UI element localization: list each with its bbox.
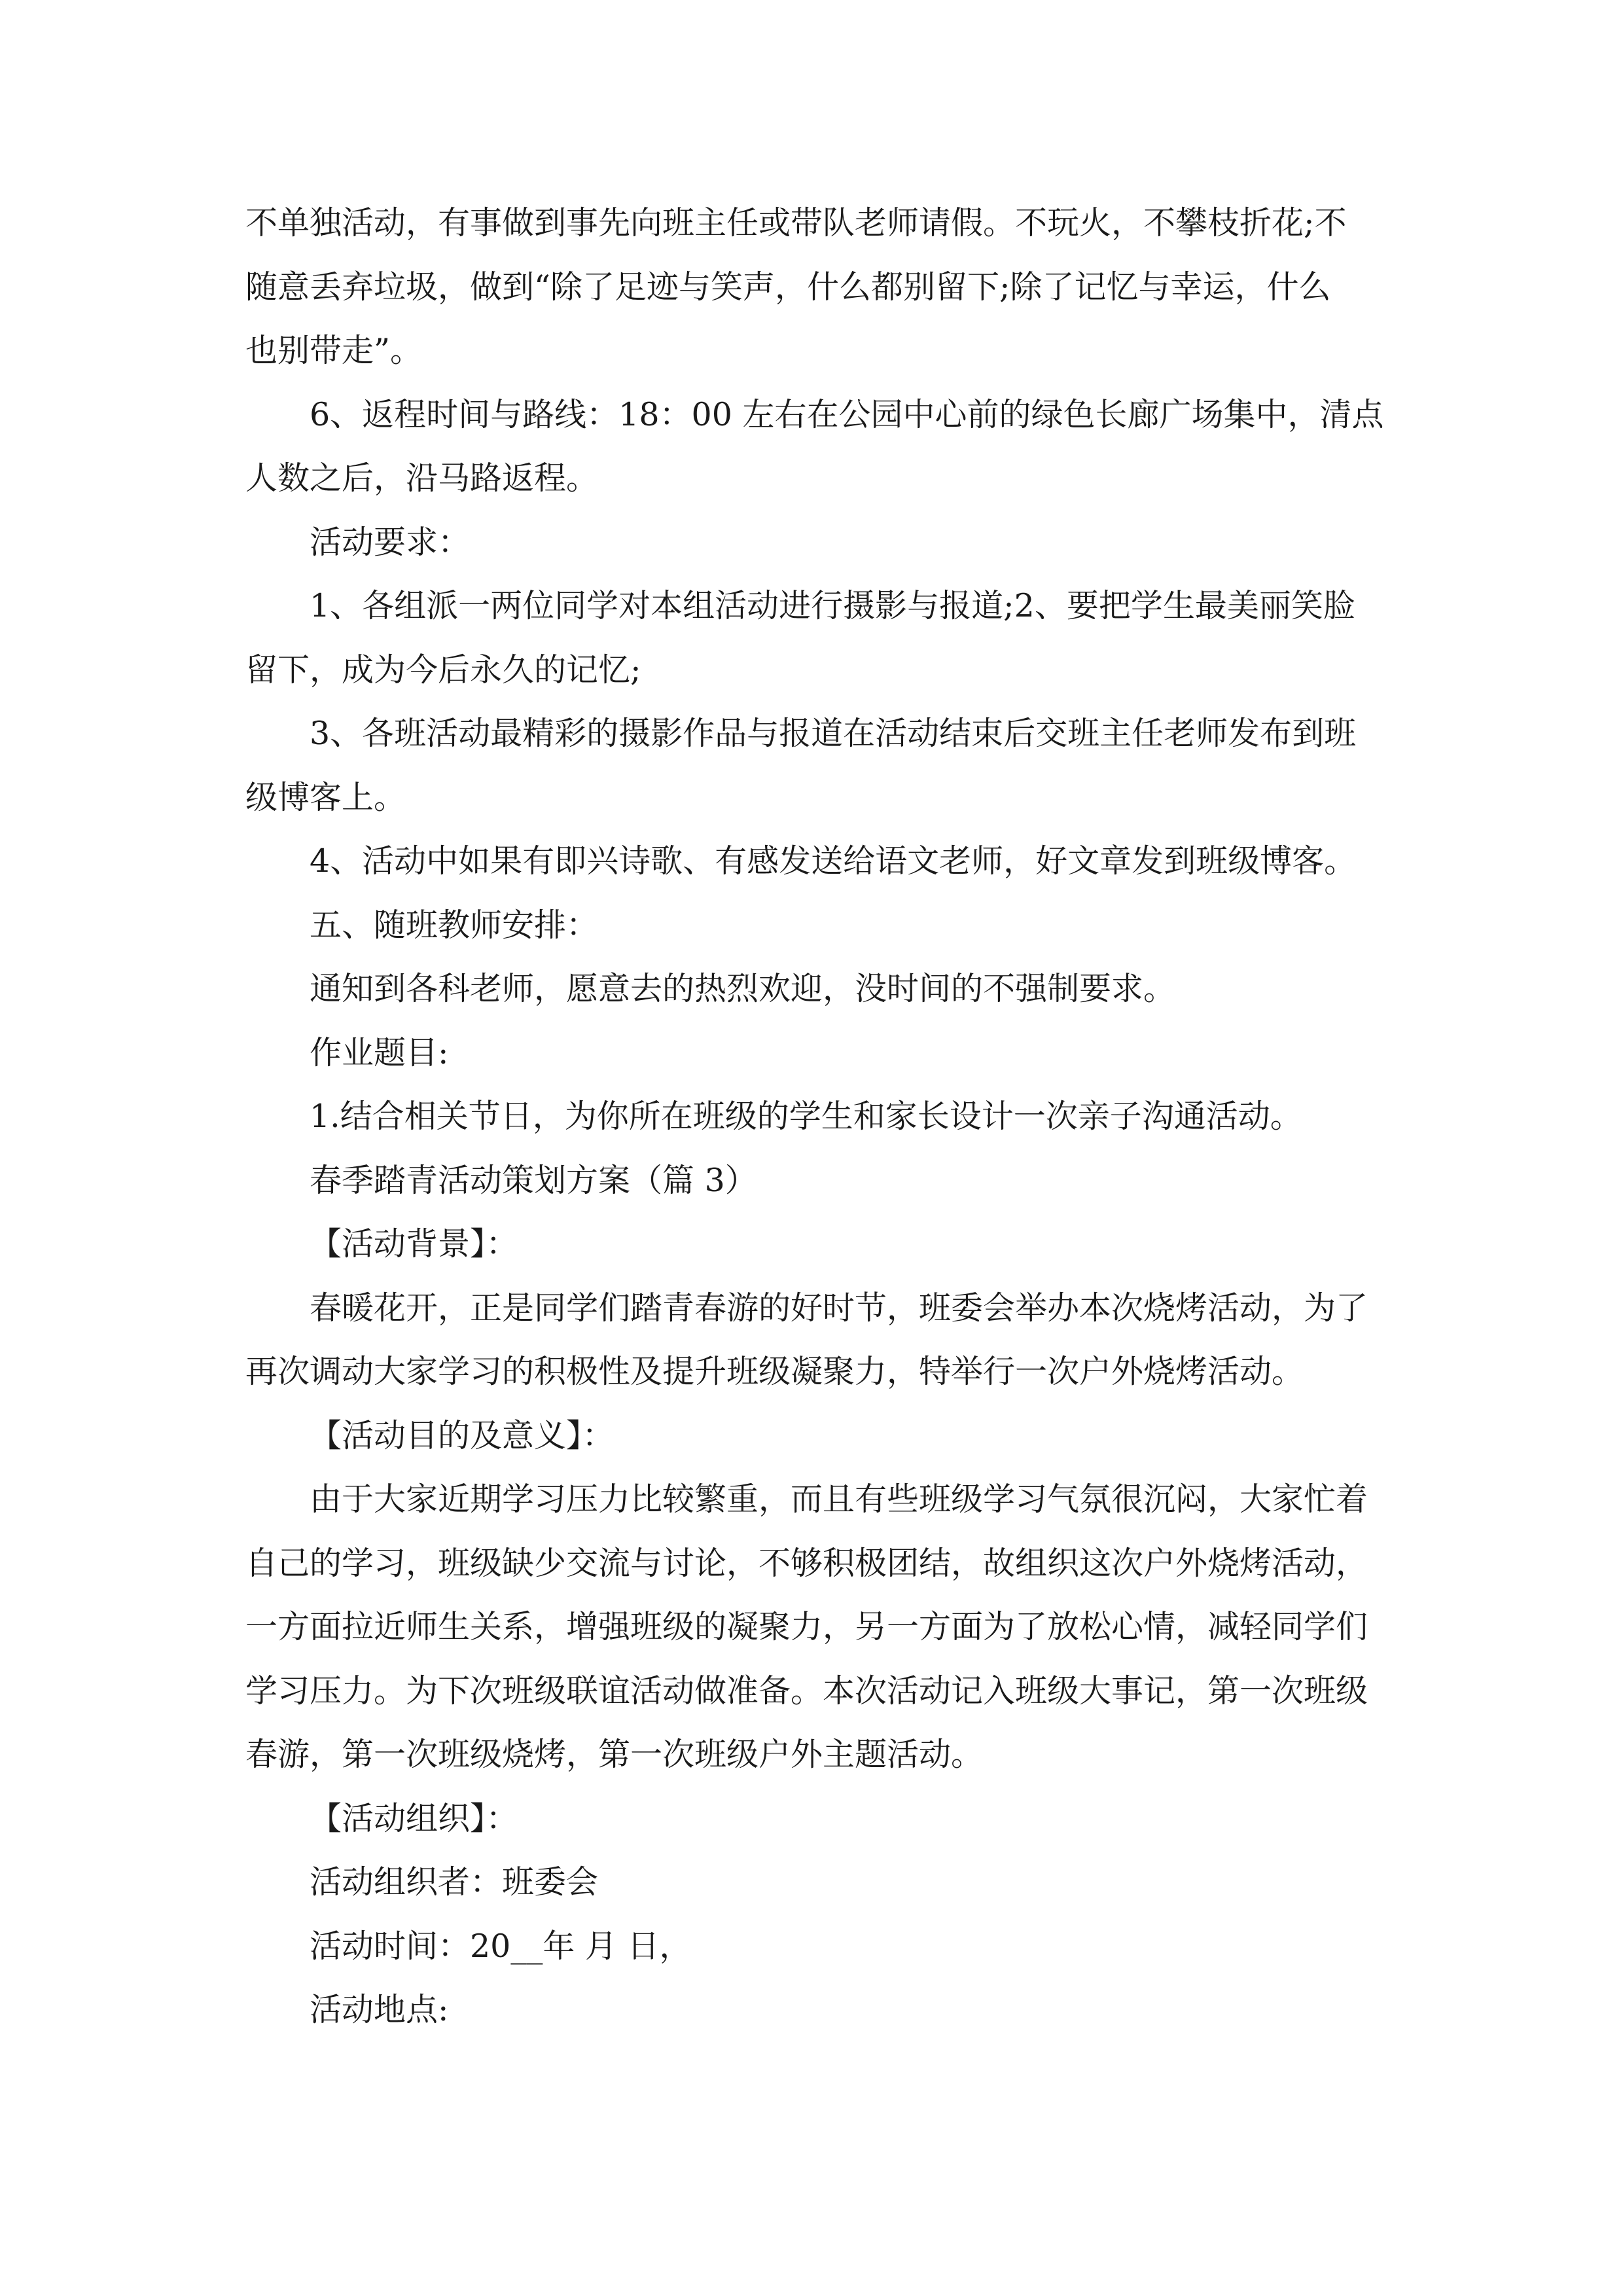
text-line: 4、活动中如果有即兴诗歌、有感发送给语文老师，好文章发到班级博客。: [310, 842, 1357, 880]
text-line: 6、返程时间与路线：18：00 左右在公园中心前的绿色长廊广场集中，清点: [310, 395, 1384, 433]
text-line: 活动组织者：班委会: [310, 1863, 599, 1901]
text-line: 活动地点:: [310, 1991, 449, 2028]
text-line: 活动要求：: [310, 523, 471, 561]
paragraph: [245, 702, 1384, 829]
text-line: 活动时间：20__年 月 日，: [310, 1927, 692, 1965]
text-line: 留下，成为今后永久的记忆;: [245, 651, 641, 689]
text-line: 人数之后，沿马路返程。: [245, 459, 599, 497]
text-line: 再次调动大家学习的积极性及提升班级凝聚力，特举行一次户外烧烤活动。: [245, 1353, 1304, 1390]
text-line: 【活动组织】：: [310, 1799, 518, 1837]
paragraph: [245, 829, 1384, 893]
text-line: 级博客上。: [245, 778, 406, 816]
paragraph: [245, 1404, 1384, 1468]
paragraph: [245, 1467, 1384, 1787]
text-line: 五、随班教师安排：: [310, 906, 599, 944]
text-line: 【活动目的及意义】：: [310, 1416, 615, 1454]
paragraph: [245, 383, 1384, 511]
text-line: 作业题目:: [310, 1033, 449, 1071]
text-line: 1、各组派一两位同学对本组活动进行摄影与报道;2、要把学生最美丽笑脸: [310, 587, 1355, 624]
paragraph: [245, 1276, 1384, 1404]
text-line: 春游，第一次班级烧烤，第一次班级户外主题活动。: [245, 1736, 984, 1773]
text-line: 学习压力。为下次班级联谊活动做准备。本次活动记入班级大事记，第一次班级: [245, 1672, 1368, 1710]
text-line: 通知到各科老师，愿意去的热烈欢迎，没时间的不强制要求。: [310, 970, 1176, 1007]
text-line: 也别带走”。: [245, 332, 423, 369]
text-line: 【活动背景】：: [310, 1225, 518, 1263]
text-line: 春季踏青活动策划方案（篇 3）: [310, 1161, 757, 1199]
text-line: 随意丢弃垃圾，做到“除了足迹与笑声，什么都别留下;除了记忆与幸运，什么: [245, 268, 1331, 306]
text-line: 3、各班活动最精彩的摄影作品与报道在活动结束后交班主任老师发布到班: [310, 715, 1357, 752]
paragraph: [245, 1085, 1384, 1149]
document-body: [245, 191, 1384, 2042]
text-line: 1.结合相关节日，为你所在班级的学生和家长设计一次亲子沟通活动。: [310, 1098, 1302, 1135]
paragraph: [245, 1149, 1384, 1213]
text-line: 自己的学习，班级缺少交流与讨论，不够积极团结，故组织这次户外烧烤活动，: [245, 1544, 1368, 1582]
paragraph: [245, 1850, 1384, 1914]
paragraph: [245, 1212, 1384, 1276]
text-line: 由于大家近期学习压力比较繁重，而且有些班级学习气氛很沉闷，大家忙着: [310, 1480, 1368, 1518]
paragraph: [245, 574, 1384, 702]
paragraph: [245, 1787, 1384, 1851]
text-line: 不单独活动，有事做到事先向班主任或带队老师请假。不玩火，不攀枝折花;不: [245, 204, 1347, 242]
paragraph: [245, 511, 1384, 575]
paragraph: [245, 1978, 1384, 2042]
paragraph: [245, 957, 1384, 1021]
paragraph: [245, 893, 1384, 958]
paragraph: [245, 1914, 1384, 1979]
paragraph: [245, 191, 1384, 383]
text-line: 一方面拉近师生关系，增强班级的凝聚力，另一方面为了放松心情，减轻同学们: [245, 1608, 1368, 1645]
paragraph: [245, 1021, 1384, 1085]
text-line: 春暖花开，正是同学们踏青春游的好时节，班委会举办本次烧烤活动，为了: [310, 1289, 1368, 1327]
